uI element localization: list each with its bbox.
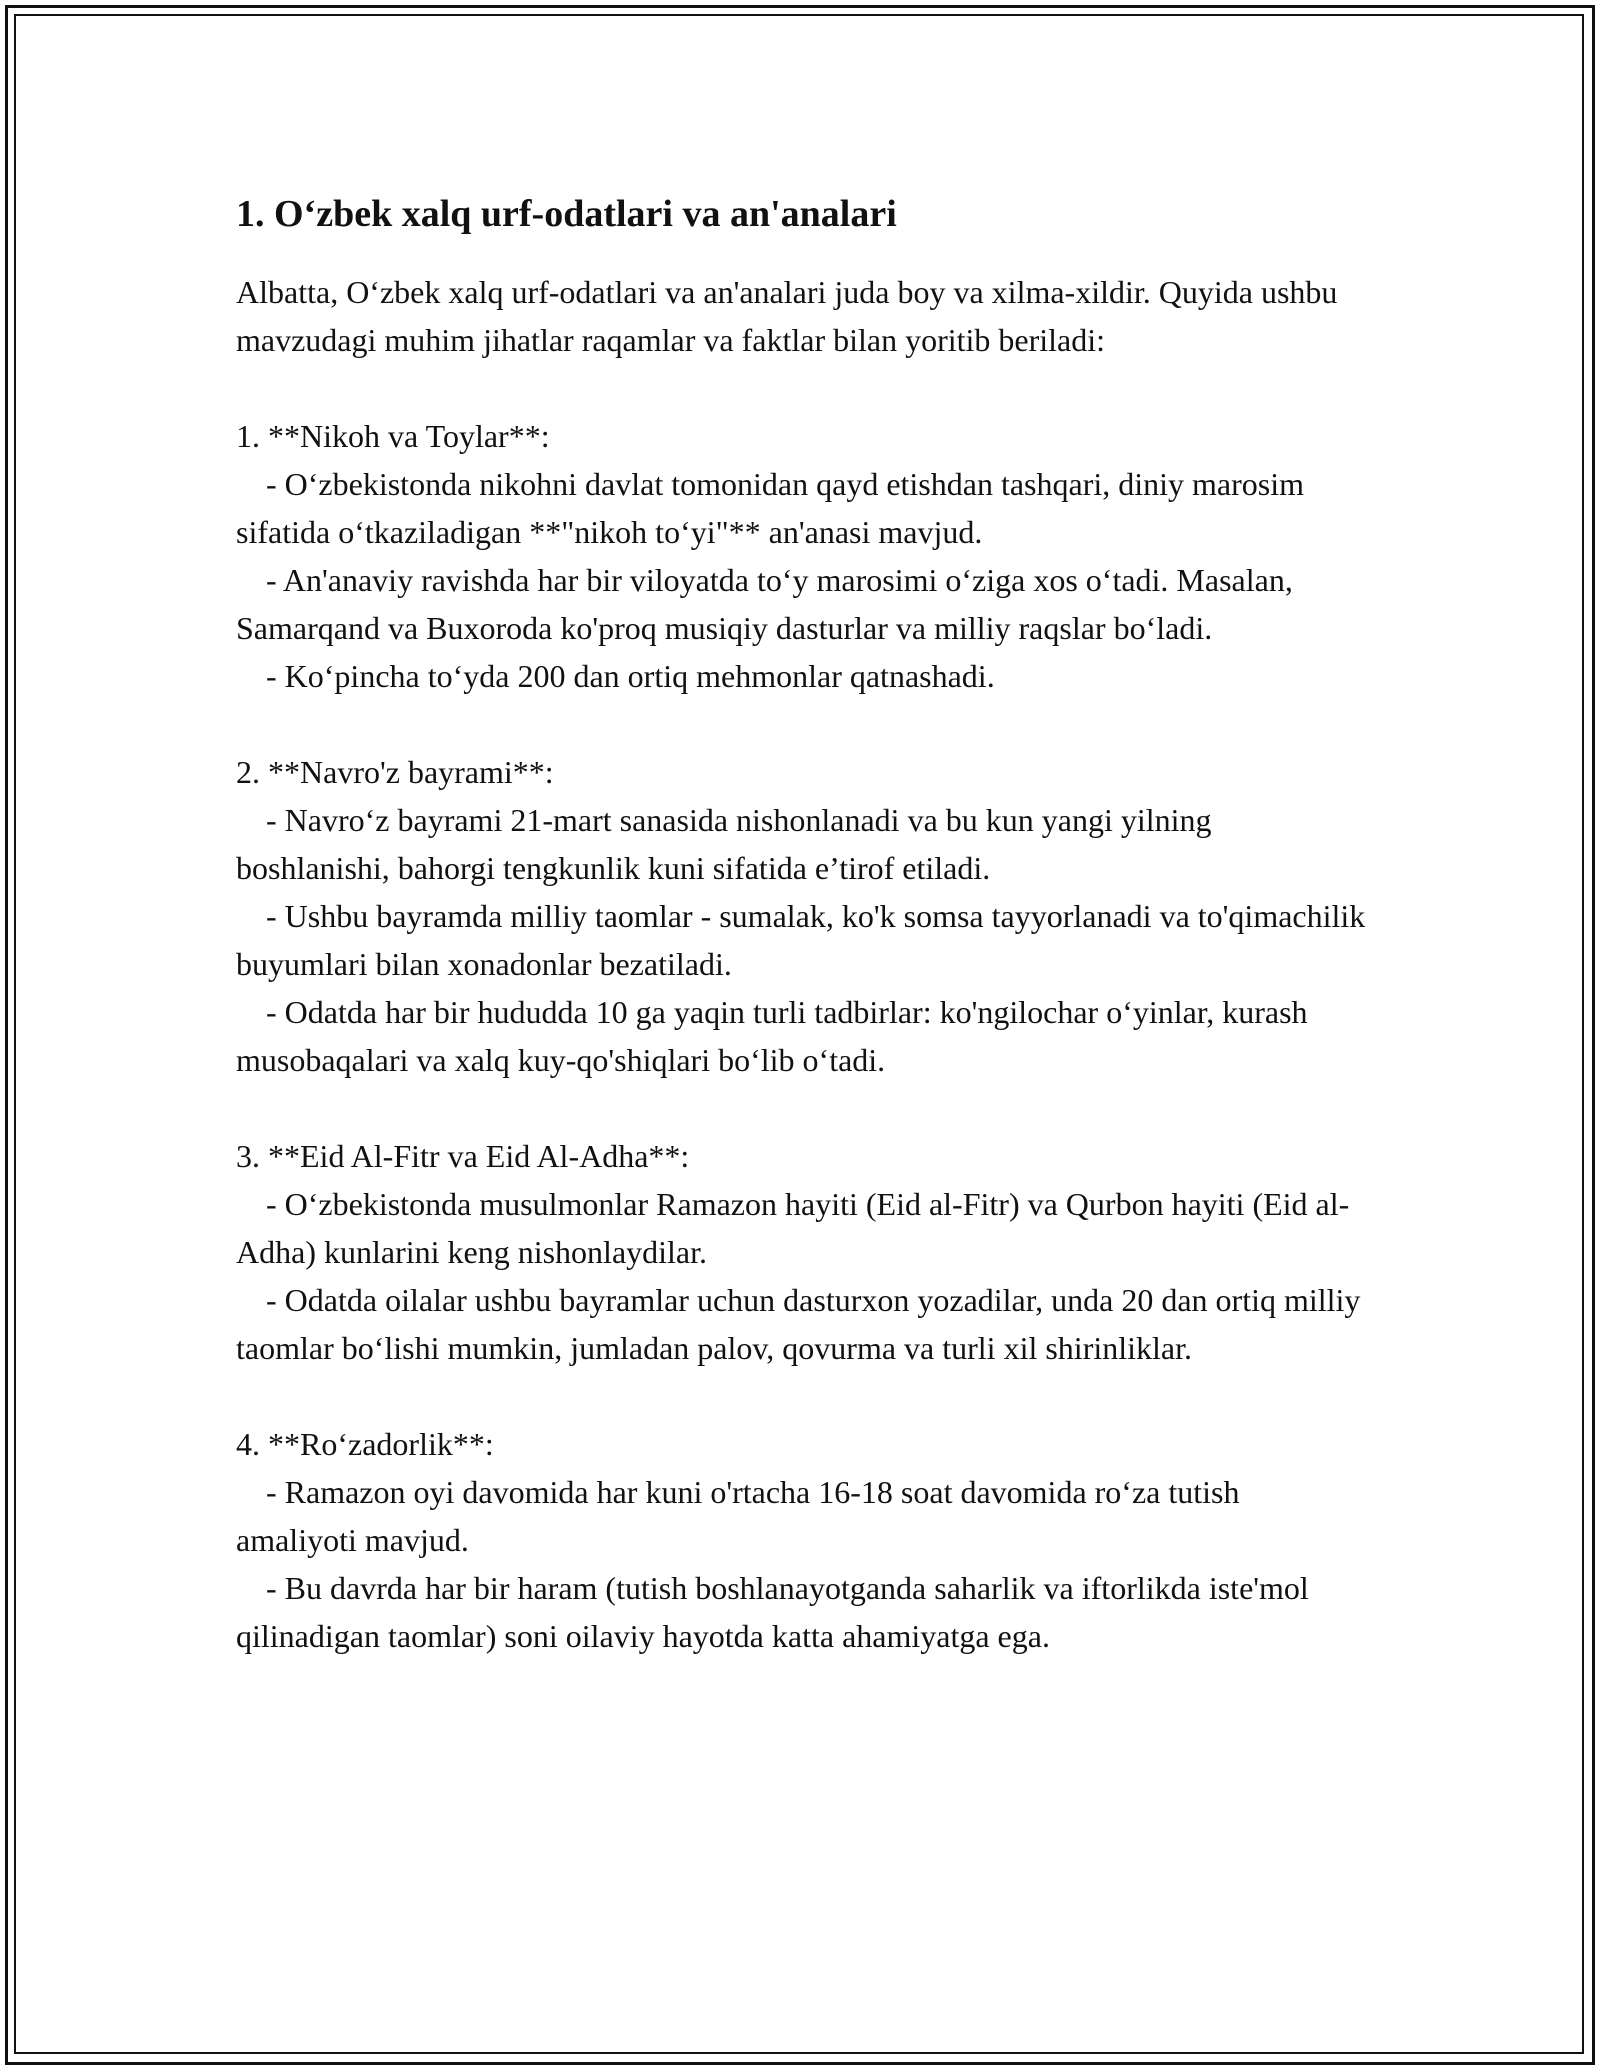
list-item: - Ushbu bayramda milliy taomlar - sumalak, ko'k somsa tayyorlanadi va to'qimachilik buyumlari bilan xonadonlar bezatiladi.: [236, 898, 1366, 982]
spacer: [236, 364, 1366, 412]
section-eid: [236, 1132, 1366, 1372]
section-rozadorlik: [236, 1420, 1366, 1660]
list-item: - Ko‘pincha to‘yda 200 dan ortiq mehmonlar qatnashadi.: [266, 658, 995, 694]
list-item: - Navro‘z bayrami 21-mart sanasida nishonlanadi va bu kun yangi yilning boshlanishi, bahorgi tengkunlik kuni sifatida e’tirof etiladi.: [236, 802, 1212, 886]
list-item: - O‘zbekistonda nikohni davlat tomonidan qayd etishdan tashqari, diniy marosim sifatida o‘tkaziladigan **"nikoh to‘yi"** an'anasi mavjud.: [236, 466, 1305, 550]
section-heading: 3. **Eid Al-Fitr va Eid Al-Adha**:: [236, 1138, 690, 1174]
spacer: [236, 1084, 1366, 1132]
spacer: [236, 1372, 1366, 1420]
section-heading: 2. **Navro'z bayrami**:: [236, 754, 554, 790]
document-body: [236, 188, 1366, 1660]
intro-paragraph: Albatta, O‘zbek xalq urf-odatlari va an'analari juda boy va xilma-xildir. Quyida ushbu mavzudagi muhim jihatlar raqamlar va faktlar bilan yoritib beriladi:: [236, 274, 1338, 358]
list-item: - O‘zbekistonda musulmonlar Ramazon hayiti (Eid al-Fitr) va Qurbon hayiti (Eid al-Adha) kunlarini keng nishonlaydilar.: [236, 1186, 1350, 1270]
section-heading: 4. **Ro‘zadorlik**:: [236, 1426, 494, 1462]
spacer: [236, 700, 1366, 748]
list-item: - Odatda har bir hududda 10 ga yaqin turli tadbirlar: ko'ngilochar o‘yinlar, kurash musobaqalari va xalq kuy-qo'shiqlari bo‘lib o‘tadi.: [236, 994, 1308, 1078]
section-heading: 1. **Nikoh va Toylar**:: [236, 418, 550, 454]
section-navroz: [236, 748, 1366, 1084]
section-nikoh: [236, 412, 1366, 700]
list-item: - Bu davrda har bir haram (tutish boshlanayotganda saharlik va iftorlikda iste'mol qilinadigan taomlar) soni oilaviy hayotda katta ahamiyatga ega.: [236, 1570, 1309, 1654]
list-item: - An'anaviy ravishda har bir viloyatda to‘y marosimi o‘ziga xos o‘tadi. Masalan, Samarqand va Buxoroda ko'proq musiqiy dasturlar va milliy raqslar bo‘ladi.: [236, 562, 1293, 646]
document-title: 1. O‘zbek xalq urf-odatlari va an'analari: [236, 193, 897, 235]
list-item: - Odatda oilalar ushbu bayramlar uchun dasturxon yozadilar, unda 20 dan ortiq milliy taomlar bo‘lishi mumkin, jumladan palov, qovurma va turli xil shirinliklar.: [236, 1282, 1361, 1366]
list-item: - Ramazon oyi davomida har kuni o'rtacha 16-18 soat davomida ro‘za tutish amaliyoti mavjud.: [236, 1474, 1240, 1558]
